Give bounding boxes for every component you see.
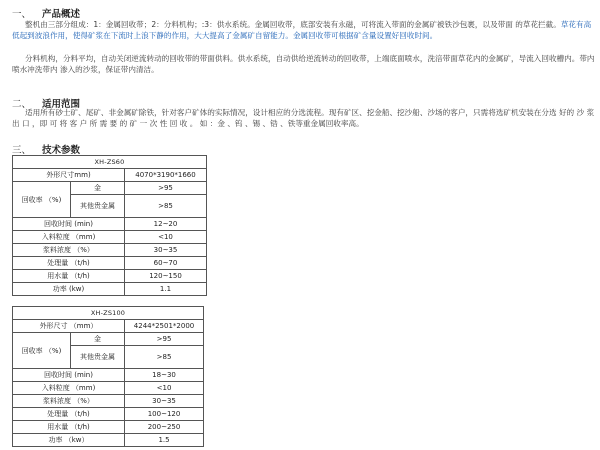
row-value: >95: [125, 182, 207, 195]
section-number: 三、: [12, 145, 32, 156]
table-row: [13, 283, 207, 296]
row-value: 4070*3190*1660: [125, 169, 207, 182]
table-row: [13, 244, 207, 257]
row-value: 60~70: [125, 257, 207, 270]
row-value: 1.1: [125, 283, 207, 296]
row-label: 外形尺寸mm): [13, 169, 125, 182]
section-number: 一、: [12, 9, 32, 20]
row-label: 回收率 （%): [13, 182, 71, 218]
row-label: 用水量 （t/h): [13, 270, 125, 283]
row-value: 1.5: [125, 434, 204, 447]
section-title: 适用范围: [42, 99, 81, 110]
table-row: [13, 434, 204, 447]
row-value: >95: [125, 333, 204, 346]
row-value: 200~250: [125, 421, 204, 434]
row-label: 处理量 （t/h): [13, 408, 125, 421]
table-row: [13, 257, 207, 270]
row-sublabel: 金: [71, 182, 125, 195]
paragraph-text: 分料机构，分料平均，自动关闭逆流转动的回收带的带面供料。供水系统，自动供给逆流转动的回收带，上端底面喷水，洗涪带面草花内的金属矿，导流入回收槽内。带内喷水冲洗带内 渗入的沙浆，保证带内清洁。: [12, 54, 595, 74]
row-label: 功率 （kw）: [13, 434, 125, 447]
row-label: 入料粒度 （mm): [13, 231, 125, 244]
paragraph-highlight: 草花有高低起到波浪作用，使得矿浆在下流时上浪下静的作用，大大提高了金属矿自留能力。金属回收带可根据矿含量设置好回收时间。: [12, 20, 592, 40]
section-number: 二、: [12, 99, 32, 110]
row-value: 120~150: [125, 270, 207, 283]
row-value: 12~20: [125, 218, 207, 231]
row-value: 100~120: [125, 408, 204, 421]
row-sublabel: 其他贵金属: [71, 346, 125, 369]
table-row: [13, 231, 207, 244]
row-label: 功率 (kw): [13, 283, 125, 296]
table-row: [13, 395, 204, 408]
row-value: <10: [125, 231, 207, 244]
row-label: 用水量 （t/h): [13, 421, 125, 434]
scope-paragraph: [12, 108, 596, 129]
row-sublabel: 金: [71, 333, 125, 346]
table-row: [13, 156, 207, 169]
row-value: 30~35: [125, 244, 207, 257]
overview-paragraph-2: [12, 54, 596, 75]
row-value: <10: [125, 382, 204, 395]
row-value: >85: [125, 346, 204, 369]
row-value: 4244*2501*2000: [125, 320, 204, 333]
model-name: XH-ZS100: [13, 307, 204, 320]
paragraph-text: 适用所有砂士矿、尾矿、非金属矿除铁，针对客户矿体的实际情况，设计相应的分选流程。现有矿区、挖金船、挖沙船、沙场的客户，只需将选矿机安装在分选 好的 沙 浆 出 口 ，即 可 将 客 户 所 需 要 的 矿 一 次 性 回 收 。 如 ：金 、钨 、锡 、锆 、铁等重金属回收率高。: [12, 108, 595, 128]
row-sublabel: 其他贵金属: [71, 195, 125, 218]
table-row: [13, 182, 207, 195]
overview-paragraph-1: [12, 20, 596, 41]
table-row: [13, 169, 207, 182]
section-heading-specs: [12, 142, 80, 156]
row-label: 回收时间 (min): [13, 218, 125, 231]
row-value: 18~30: [125, 369, 204, 382]
spec-table-zs60: [12, 155, 207, 296]
table-row: [13, 369, 204, 382]
section-heading-overview: [12, 6, 80, 20]
row-label: 外形尺寸 （mm）: [13, 320, 125, 333]
row-label: 浆料浓度 （%）: [13, 395, 125, 408]
table-row: [13, 421, 204, 434]
table-row: [13, 320, 204, 333]
section-title: 技术参数: [42, 145, 81, 156]
row-label: 回收率 （%): [13, 333, 71, 369]
row-value: 30~35: [125, 395, 204, 408]
row-label: 入料粒度 （mm): [13, 382, 125, 395]
row-label: 处理量 （t/h): [13, 257, 125, 270]
spec-table-zs100: [12, 306, 204, 447]
row-label: 浆料浓度 （%）: [13, 244, 125, 257]
model-name: XH-ZS60: [13, 156, 207, 169]
table-row: [13, 408, 204, 421]
row-label: 回收时间 (min): [13, 369, 125, 382]
table-row: [13, 218, 207, 231]
table-row: [13, 307, 204, 320]
table-row: [13, 270, 207, 283]
section-title: 产品概述: [42, 9, 81, 20]
paragraph-text: 整机由三部分组成：1：金属回收带；2：分料机构；:3：供水系统。金属回收带，底部安装有永磁，可将流入带面的金属矿被铁沙包裹，以及带面 的草花拦截。: [25, 20, 561, 29]
table-row: [13, 333, 204, 346]
row-value: >85: [125, 195, 207, 218]
table-row: [13, 382, 204, 395]
